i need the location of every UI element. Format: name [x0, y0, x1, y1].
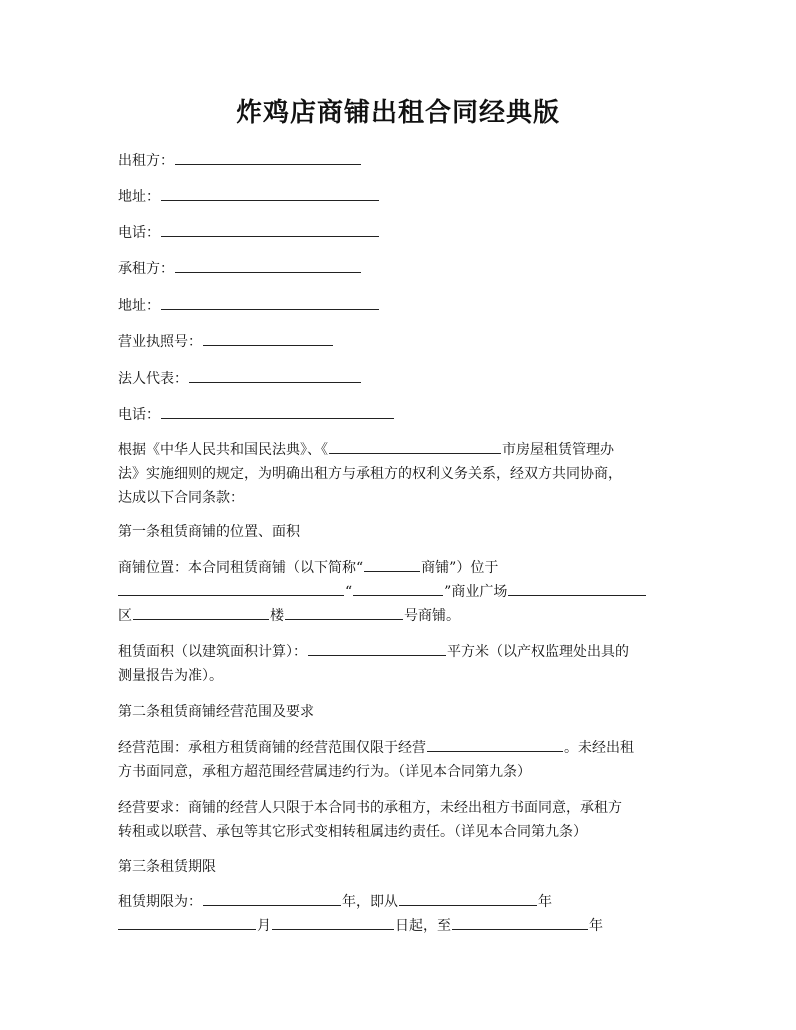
floor-blank[interactable]	[285, 605, 403, 620]
article2-heading: 第二条租赁商铺经营范围及要求	[118, 704, 314, 720]
lessee-line	[118, 258, 362, 279]
preamble-text-b: 市房屋租赁管理办	[502, 442, 614, 458]
article1-heading: 第一条租赁商铺的位置、面积	[118, 524, 300, 540]
location-text-g: 号商铺。	[404, 608, 460, 624]
term-text-c: 年	[538, 894, 552, 910]
term-text-f: 年	[589, 918, 603, 934]
location-text-e: 区	[118, 608, 132, 624]
lessee-label: 承租方：	[118, 261, 174, 277]
business-license-line	[118, 331, 334, 352]
document-title: 炸鸡店商铺出租合同经典版	[235, 98, 560, 128]
scope-line-2: 方书面同意，承租方超范围经营属违约行为。（详见本合同第九条）	[118, 764, 531, 780]
area-line-2: 测量报告为准）。	[118, 668, 223, 684]
term-years-blank[interactable]	[203, 891, 341, 906]
term-line-2	[118, 914, 682, 938]
lessee-address-blank[interactable]	[161, 295, 379, 310]
term-text-a: 租赁期限为：	[118, 894, 202, 910]
start-month-blank[interactable]	[118, 915, 256, 930]
lessee-blank[interactable]	[175, 258, 361, 273]
requirement-line-2: 转租或以联营、承包等其它形式变相转租属违约责任。（详见本合同第九条）	[118, 824, 587, 840]
requirement-paragraph	[118, 796, 682, 844]
lessor-label: 出租方：	[118, 153, 174, 169]
area-text-a: 租赁面积（以建筑面积计算）：	[118, 644, 307, 660]
plaza-detail-blank[interactable]	[508, 581, 646, 596]
location-line-3	[118, 604, 682, 628]
location-paragraph	[118, 556, 682, 628]
plaza-name-blank[interactable]	[353, 581, 443, 596]
lessor-address-blank[interactable]	[161, 186, 379, 201]
location-text-d: ”商业广场	[444, 584, 508, 600]
legal-rep-line	[118, 368, 362, 389]
lessor-line	[118, 150, 362, 171]
scope-text-b: 。未经出租	[564, 740, 634, 756]
lessee-phone-label: 电话：	[118, 407, 160, 423]
scope-text-a: 经营范围：承租方租赁商铺的经营范围仅限于经营	[118, 740, 426, 756]
legal-rep-label: 法人代表：	[118, 371, 188, 387]
law-name-blank[interactable]	[329, 439, 501, 454]
scope-line-1	[118, 736, 682, 760]
preamble-text-a: 根据《中华人民共和国民法典》、《	[118, 442, 328, 458]
zone-blank[interactable]	[133, 605, 269, 620]
location-text-a: 商铺位置：本合同租赁商铺（以下简称“	[118, 560, 364, 576]
area-line-1	[118, 640, 682, 664]
preamble-line-1	[118, 438, 682, 462]
scope-paragraph	[118, 736, 682, 784]
lessee-address-line	[118, 295, 380, 316]
term-text-b: 年，即从	[342, 894, 398, 910]
area-text-b: 平方米（以产权监理处出具的	[447, 644, 629, 660]
lessor-phone-line	[118, 222, 380, 243]
business-license-label: 营业执照号：	[118, 334, 202, 350]
lessee-phone-blank[interactable]	[161, 404, 394, 419]
lessor-phone-blank[interactable]	[161, 222, 379, 237]
location-text-c: “	[345, 584, 353, 600]
area-blank[interactable]	[308, 641, 446, 656]
shop-name-blank[interactable]	[364, 557, 420, 572]
term-paragraph	[118, 890, 682, 938]
business-license-blank[interactable]	[203, 331, 333, 346]
term-text-d: 月	[257, 918, 271, 934]
location-text-b: 商铺”）位于	[421, 560, 499, 576]
preamble-line-2: 法》实施细则的规定，为明确出租方与承租方的权利义务关系，经双方共同协商，	[118, 466, 622, 482]
lessor-address-line	[118, 186, 380, 207]
lessee-phone-line	[118, 404, 395, 425]
end-year-blank[interactable]	[452, 915, 588, 930]
lessee-address-label: 地址：	[118, 298, 160, 314]
area-paragraph	[118, 640, 682, 688]
start-day-blank[interactable]	[272, 915, 394, 930]
lessor-phone-label: 电话：	[118, 225, 160, 241]
preamble-paragraph	[118, 438, 682, 510]
term-text-e: 日起，至	[395, 918, 451, 934]
requirement-line-1: 经营要求：商铺的经营人只限于本合同书的承租方，未经出租方书面同意，承租方	[118, 800, 622, 816]
lessor-blank[interactable]	[175, 150, 361, 165]
lessor-address-label: 地址：	[118, 189, 160, 205]
preamble-line-3: 达成以下合同条款：	[118, 490, 244, 506]
article3-heading: 第三条租赁期限	[118, 859, 216, 875]
scope-blank[interactable]	[427, 737, 563, 752]
address-blank[interactable]	[118, 581, 344, 596]
location-line-1	[118, 556, 682, 580]
legal-rep-blank[interactable]	[189, 368, 361, 383]
term-line-1	[118, 890, 682, 914]
start-year-blank[interactable]	[399, 891, 537, 906]
location-text-f: 楼	[270, 608, 284, 624]
location-line-2	[118, 580, 682, 604]
